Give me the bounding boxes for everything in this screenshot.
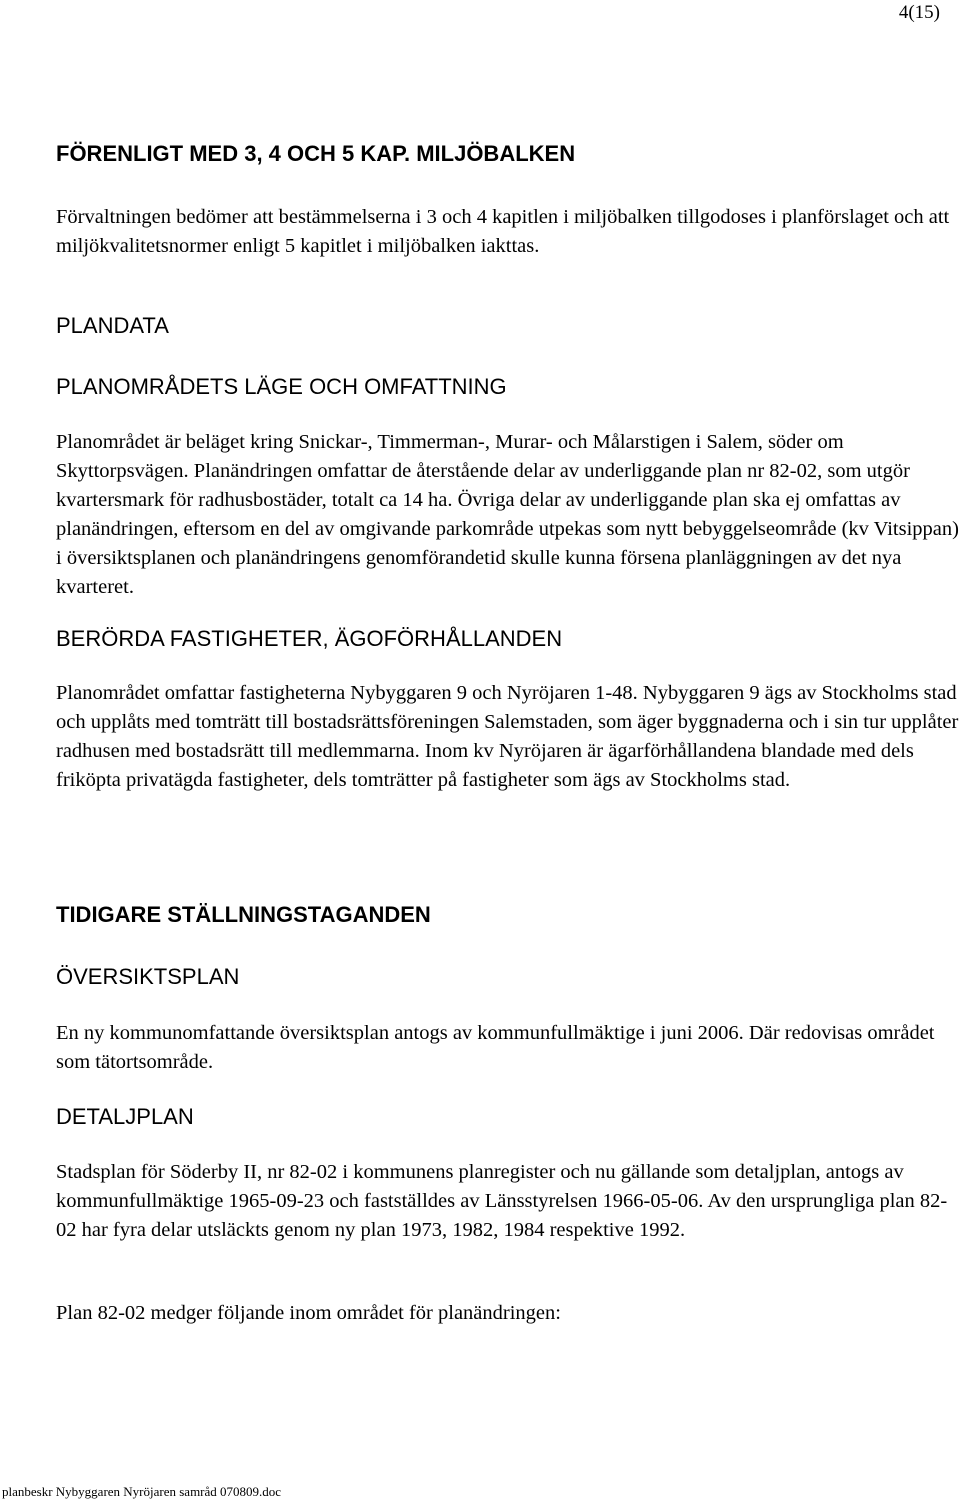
heading-berorda-fastigheter: BERÖRDA FASTIGHETER, ÄGOFÖRHÅLLANDEN	[56, 626, 563, 651]
paragraph-planomradets-lage: Planområdet är beläget kring Snickar-, Timmerman-, Murar- och Målarstigen i Salem, söder om Skyttorpsvägen. Planändringen omfattar de återstående delar av underliggande plan nr 82-02, som utgör kvartersmark för radhusbostäder, totalt ca 14 ha. Övriga delar av underliggande plan ska ej omfattas av planändringen, eftersom en del av omgivande parkområde utpekas som nytt bebyggelseområde (kv Vitsippan) i översiktsplanen och planändringens genomförandetid skulle kunna försena planläggningen av det nya kvarteret.	[56, 431, 959, 598]
heading-planomradets-lage: PLANOMRÅDETS LÄGE OCH OMFATTNING	[56, 374, 507, 399]
paragraph-miljobalken: Förvaltningen bedömer att bestämmelserna i 3 och 4 kapitlen i miljöbalken tillgodoses i planförslaget och att miljökvalitetsnormer enligt 5 kapitlet i miljöbalken iakttas.	[56, 206, 950, 257]
page-number: 4(15)	[898, 2, 940, 23]
heading-miljobalken: FÖRENLIGT MED 3, 4 OCH 5 KAP. MILJÖBALKEN	[56, 141, 576, 166]
paragraph-berorda-fastigheter: Planområdet omfattar fastigheterna Nybyggaren 9 och Nyröjaren 1-48. Nybyggaren 9 ägs av Stockholms stad och upplåts med tomträtt till bostadsrättsföreningen Salemstaden, som äger byggnaderna och i sin tur upplåter radhusen med bostadsrätt till medlemmarna. Inom kv Nyröjaren är ägarförhållandena blandade med dels friköpta privatägda fastigheter, dels tomträtter på fastigheter som ägs av Stockholms stad.	[56, 682, 959, 791]
heading-oversiktsplan: ÖVERSIKTSPLAN	[56, 964, 240, 989]
heading-detaljplan: DETALJPLAN	[56, 1104, 194, 1129]
heading-plandata: PLANDATA	[56, 313, 169, 338]
heading-tidigare-stallningstaganden: TIDIGARE STÄLLNINGSTAGANDEN	[56, 902, 431, 927]
paragraph-detaljplan: Stadsplan för Söderby II, nr 82-02 i kommunens planregister och nu gällande som detaljplan, antogs av kommunfullmäktige 1965-09-23 och fastställdes av Länsstyrelsen 1966-05-06. Av den ursprungliga plan 82-02 har fyra delar utsläckts genom ny plan 1973, 1982, 1984 respektive 1992.	[56, 1161, 948, 1241]
paragraph-plan-medger: Plan 82-02 medger följande inom området för planändringen:	[56, 1302, 561, 1324]
paragraph-oversiktsplan: En ny kommunomfattande översiktsplan antogs av kommunfullmäktige i juni 2006. Där redovisas området som tätortsområde.	[56, 1022, 935, 1073]
footer-filename: planbeskr Nybyggaren Nyröjaren samråd 070809.doc	[2, 1484, 282, 1499]
